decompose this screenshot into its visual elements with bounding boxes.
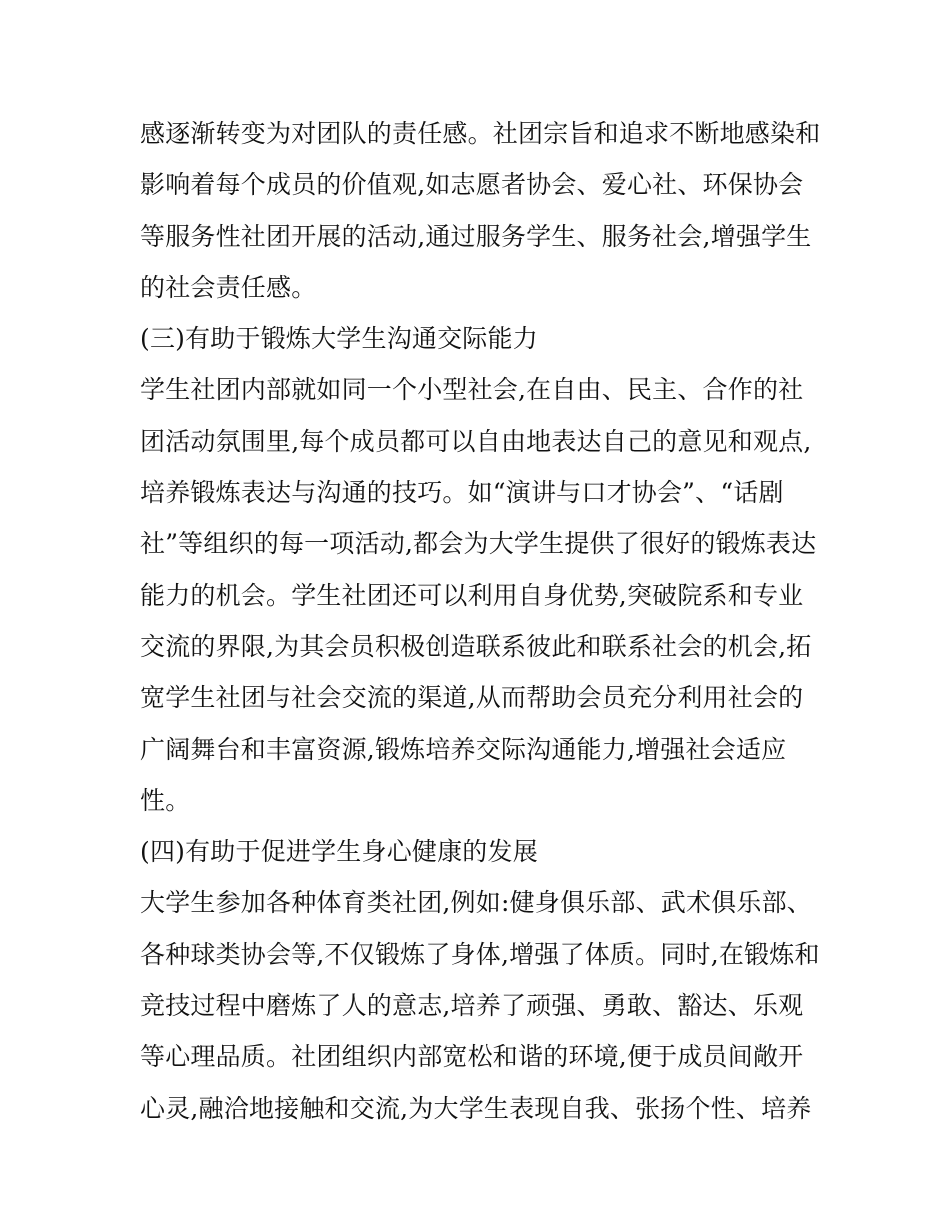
text-line: 性。 — [140, 785, 191, 815]
text-line: 交流的界限,为其会员积极创造联系彼此和联系社会的机会,拓 — [140, 631, 812, 661]
text-line: 感逐渐转变为对团队的责任感。社团宗旨和追求不断地感染和 — [140, 119, 821, 148]
section-heading: (三)有助于锻炼大学生沟通交际能力 — [140, 324, 538, 354]
text-line: 社”等组织的每一项活动,都会为大学生提供了很好的锻炼表达 — [140, 529, 817, 559]
text-line: 竞技过程中磨炼了人的意志,培养了顽强、勇敢、豁达、乐观 — [140, 991, 804, 1021]
text-line: 的社会责任感。 — [140, 272, 317, 302]
text-line: 等心理品质。社团组织内部宽松和谐的环境,便于成员间敞开 — [140, 1042, 804, 1072]
text-line: 团活动氛围里,每个成员都可以自由地表达自己的意见和观点, — [140, 426, 812, 456]
text-line: 等服务性社团开展的活动,通过服务学生、服务社会,增强学生 — [140, 221, 812, 251]
text-line: 学生社团内部就如同一个小型社会,在自由、民主、合作的社 — [140, 375, 804, 405]
body-text — [140, 108, 830, 1134]
text-line: 心灵,融洽地接触和交流,为大学生表现自我、张扬个性、培养 — [140, 1093, 812, 1123]
text-line: 培养锻炼表达与沟通的技巧。如“演讲与口才协会”、“话剧 — [140, 478, 784, 508]
text-line: 广阔舞台和丰富资源,锻炼培养交际沟通能力,增强社会适应 — [140, 734, 787, 764]
text-line: 能力的机会。学生社团还可以利用自身优势,突破院系和专业 — [140, 580, 804, 610]
text-line: 大学生参加各种体育类社团,例如:健身俱乐部、武术俱乐部、 — [140, 888, 812, 918]
text-line: 影响着每个成员的价值观,如志愿者协会、爱心社、环保协会 — [140, 170, 804, 200]
text-line: 各种球类协会等,不仅锻炼了身体,增强了体质。同时,在锻炼和 — [140, 939, 820, 969]
section-heading: (四)有助于促进学生身心健康的发展 — [140, 837, 538, 867]
text-line: 宽学生社团与社会交流的渠道,从而帮助会员充分利用社会的 — [140, 683, 804, 713]
